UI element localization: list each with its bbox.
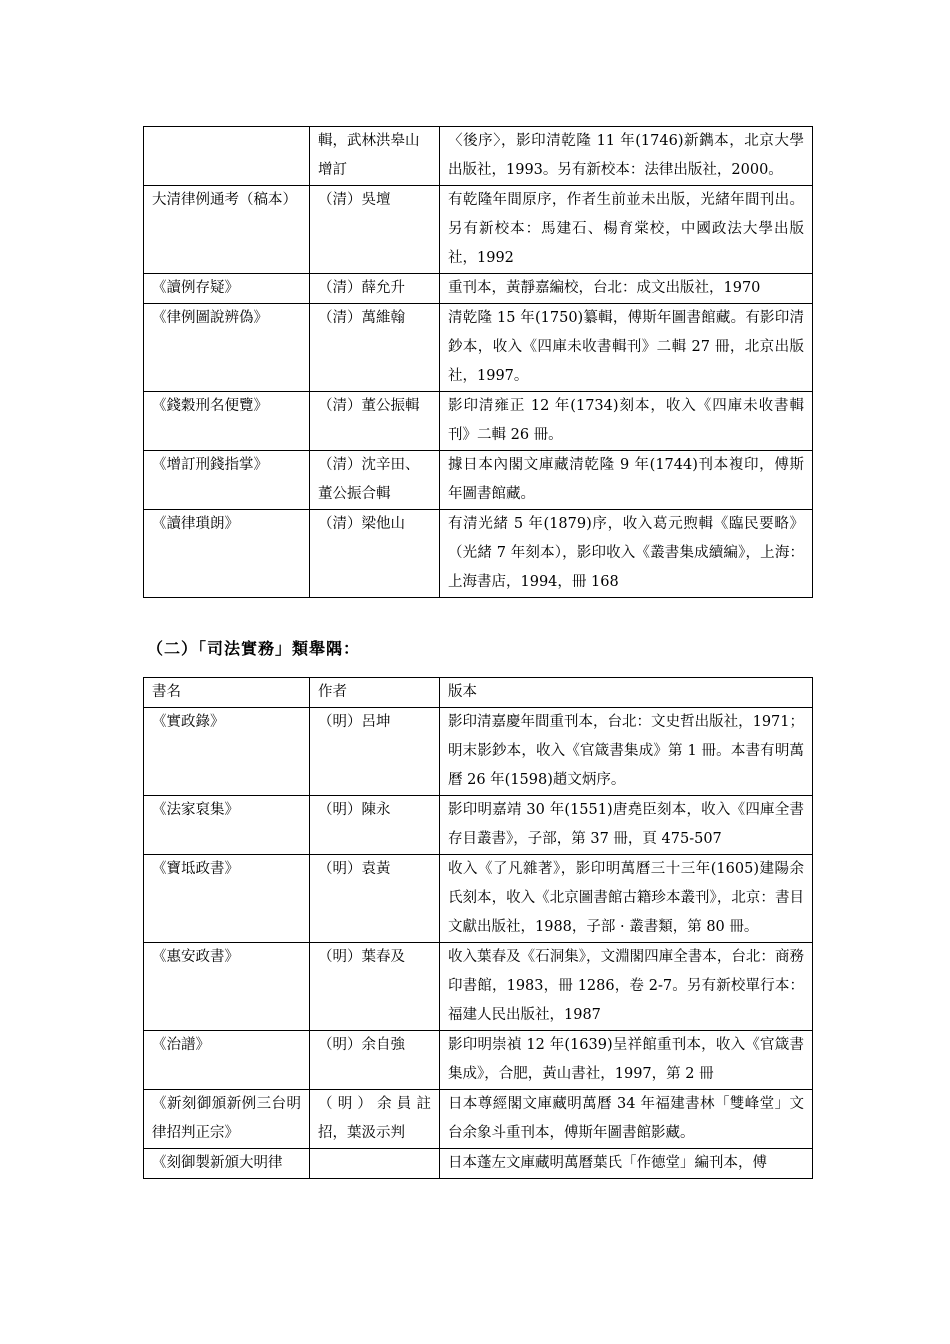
- table-row: [144, 1149, 813, 1179]
- book-title-cell: 《新刻御頒新例三台明律招判正宗》: [144, 1090, 310, 1149]
- book-title-cell: 《讀例存疑》: [144, 274, 310, 304]
- table-row: [144, 304, 813, 392]
- judicial-practice-table: [143, 677, 813, 1179]
- author-cell: 輯，武林洪皋山增訂: [310, 127, 440, 186]
- author-cell: （清）梁他山: [310, 510, 440, 598]
- table-row: [144, 943, 813, 1031]
- table-row: [144, 127, 813, 186]
- edition-cell: 清乾隆 15 年(1750)纂輯，傅斯年圖書館藏。有影印清鈔本，收入《四庫未收書輯刊》二輯 27 冊，北京出版社，1997。: [440, 304, 813, 392]
- edition-cell: 〈後序〉，影印清乾隆 11 年(1746)新鐫本，北京大學出版社，1993。另有新校本：法律出版社，2000。: [440, 127, 813, 186]
- book-title-cell: 《刻御製新頒大明律: [144, 1149, 310, 1179]
- author-cell: （清）薛允升: [310, 274, 440, 304]
- header-title: 書名: [144, 678, 310, 708]
- book-title-cell: 《讀律瑣朗》: [144, 510, 310, 598]
- author-cell: （清）吳壇: [310, 186, 440, 274]
- author-cell: （明）呂坤: [310, 708, 440, 796]
- table-row: [144, 510, 813, 598]
- table-row: [144, 796, 813, 855]
- book-title-cell: 《惠安政書》: [144, 943, 310, 1031]
- author-cell: （明）余員註招，葉汲示判: [310, 1090, 440, 1149]
- edition-cell: 有清光緒 5 年(1879)序，收入葛元煦輯《臨民要略》（光緒 7 年刻本），影印收入《叢書集成續編》，上海：上海書店，1994，冊 168: [440, 510, 813, 598]
- bibliography-table-continued: [143, 126, 813, 598]
- header-edition: 版本: [440, 678, 813, 708]
- table-row: [144, 1031, 813, 1090]
- author-cell: （清）董公振輯: [310, 392, 440, 451]
- table-row: [144, 451, 813, 510]
- table-row: [144, 855, 813, 943]
- edition-cell: 影印明崇禎 12 年(1639)呈祥館重刊本，收入《官箴書集成》，合肥，黃山書社，1997，第 2 冊: [440, 1031, 813, 1090]
- table-row: [144, 392, 813, 451]
- table-row: [144, 186, 813, 274]
- book-title-cell: 《法家裒集》: [144, 796, 310, 855]
- book-title-cell: [144, 127, 310, 186]
- book-title-cell: 大清律例通考（稿本）: [144, 186, 310, 274]
- edition-cell: 日本蓬左文庫藏明萬曆葉氏「作德堂」編刊本，傅: [440, 1149, 813, 1179]
- edition-cell: 影印清嘉慶年間重刊本，台北：文史哲出版社，1971；明末影鈔本，收入《官箴書集成》第 1 冊。本書有明萬曆 26 年(1598)趙文炳序。: [440, 708, 813, 796]
- book-title-cell: 《實政錄》: [144, 708, 310, 796]
- edition-cell: 日本尊經閣文庫藏明萬曆 34 年福建書林「雙峰堂」文台余象斗重刊本，傅斯年圖書館影藏。: [440, 1090, 813, 1149]
- author-cell: （清）萬維翰: [310, 304, 440, 392]
- edition-cell: 有乾隆年間原序，作者生前並未出版，光緒年間刊出。另有新校本：馬建石、楊育棠校，中國政法大學出版社，1992: [440, 186, 813, 274]
- author-cell: [310, 1149, 440, 1179]
- edition-cell: 影印清雍正 12 年(1734)刻本，收入《四庫未收書輯刊》二輯 26 冊。: [440, 392, 813, 451]
- author-cell: （明）袁黃: [310, 855, 440, 943]
- author-cell: （明）陳永: [310, 796, 440, 855]
- book-title-cell: 《增訂刑錢指掌》: [144, 451, 310, 510]
- author-cell: （清）沈辛田、董公振合輯: [310, 451, 440, 510]
- edition-cell: 收入《了凡雜著》，影印明萬曆三十三年(1605)建陽余氏刻本，收入《北京圖書館古籍珍本叢刊》，北京：書目文獻出版社，1988，子部 · 叢書類，第 80 冊。: [440, 855, 813, 943]
- table-row: [144, 274, 813, 304]
- table-row: [144, 708, 813, 796]
- section-heading: （二）「司法實務」類舉隅：: [147, 639, 361, 658]
- book-title-cell: 《錢穀刑名便覽》: [144, 392, 310, 451]
- header-author: 作者: [310, 678, 440, 708]
- author-cell: （明）葉春及: [310, 943, 440, 1031]
- table-header-row: [144, 678, 813, 708]
- table-row: [144, 1090, 813, 1149]
- book-title-cell: 《治譜》: [144, 1031, 310, 1090]
- edition-cell: 重刊本，黃靜嘉編校，台北：成文出版社，1970: [440, 274, 813, 304]
- author-cell: （明）余自強: [310, 1031, 440, 1090]
- edition-cell: 收入葉春及《石洞集》，文淵閣四庫全書本，台北：商務印書館，1983，冊 1286，卷 2-7。另有新校單行本：福建人民出版社，1987: [440, 943, 813, 1031]
- edition-cell: 影印明嘉靖 30 年(1551)唐堯臣刻本，收入《四庫全書存目叢書》，子部，第 37 冊，頁 475-507: [440, 796, 813, 855]
- book-title-cell: 《寶坻政書》: [144, 855, 310, 943]
- book-title-cell: 《律例圖說辨偽》: [144, 304, 310, 392]
- edition-cell: 據日本內閣文庫藏清乾隆 9 年(1744)刊本複印，傅斯年圖書館藏。: [440, 451, 813, 510]
